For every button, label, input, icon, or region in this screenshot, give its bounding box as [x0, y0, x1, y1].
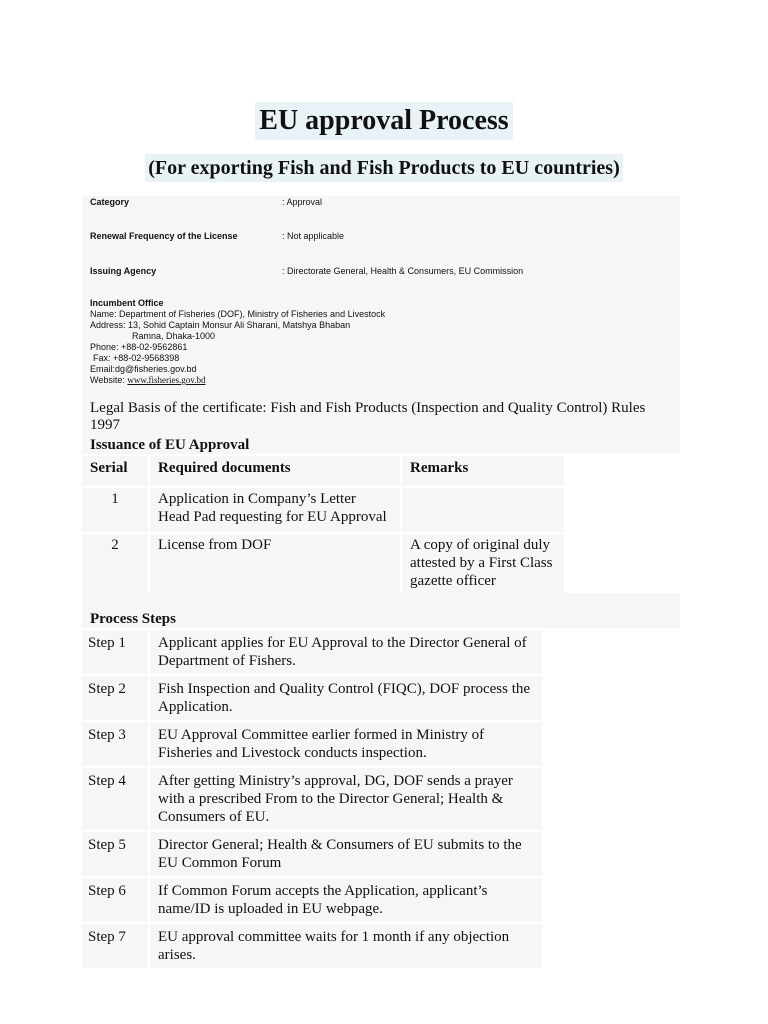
page-subtitle: (For exporting Fish and Fish Products to EU countries) — [145, 154, 623, 182]
step-row — [82, 876, 542, 922]
table-row — [82, 486, 564, 532]
serial-cell: 2 — [82, 532, 148, 596]
step-label: Step 3 — [82, 720, 148, 766]
office-heading: Incumbent Office — [90, 298, 164, 308]
serial-cell: 1 — [82, 486, 148, 532]
step-description: EU approval committee waits for 1 month if any objection arises. — [148, 922, 542, 968]
step-label: Step 1 — [82, 630, 148, 674]
step-row — [82, 630, 542, 674]
column-header-serial: Serial — [82, 456, 148, 486]
office-phone: Phone: +88-02-9562861 — [90, 342, 188, 352]
step-row — [82, 766, 542, 830]
step-label: Step 6 — [82, 876, 148, 922]
legal-basis: Legal Basis of the certificate: Fish and Fish Products (Inspection and Quality Control) Rules 1997 — [90, 400, 646, 433]
column-header-remarks: Remarks — [400, 456, 564, 486]
step-label: Step 7 — [82, 922, 148, 968]
renewal-value: : Not applicable — [282, 231, 345, 241]
remarks-cell: A copy of original duly attested by a First Class gazette officer — [400, 532, 564, 596]
office-name: Name: Department of Fisheries (DOF), Ministry of Fisheries and Livestock — [90, 309, 386, 319]
step-description: After getting Ministry’s approval, DG, DOF sends a prayer with a prescribed From to the Director General; Health & Consumers of EU. — [148, 766, 542, 830]
process-steps-header — [82, 593, 680, 628]
step-description: Fish Inspection and Quality Control (FIQC), DOF process the Application. — [148, 674, 542, 720]
column-header-documents: Required documents — [148, 456, 400, 486]
website-link[interactable]: www.fisheries.gov.bd — [127, 375, 206, 385]
category-label: Category — [90, 197, 130, 207]
step-row — [82, 720, 542, 766]
website-label: Website: — [90, 375, 125, 385]
step-description: Applicant applies for EU Approval to the Director General of Department of Fishers. — [148, 630, 542, 674]
table-row — [82, 532, 564, 596]
process-steps-heading: Process Steps — [90, 611, 176, 627]
office-address-line2: Ramna, Dhaka-1000 — [132, 331, 216, 341]
required-documents-table — [82, 456, 564, 596]
step-row — [82, 922, 542, 968]
remarks-cell — [400, 486, 564, 532]
office-fax: Fax: +88-02-9568398 — [93, 353, 180, 363]
step-label: Step 4 — [82, 766, 148, 830]
renewal-label: Renewal Frequency of the License — [90, 231, 238, 241]
document-cell — [148, 486, 400, 532]
step-label: Step 5 — [82, 830, 148, 876]
office-website-row — [90, 375, 385, 386]
agency-value: : Directorate General, Health & Consumers, EU Commission — [282, 266, 524, 276]
step-row — [82, 830, 542, 876]
step-label: Step 2 — [82, 674, 148, 720]
category-value: : Approval — [282, 197, 323, 207]
issuance-heading: Issuance of EU Approval — [90, 437, 250, 453]
step-description: Director General; Health & Consumers of EU submits to the EU Common Forum — [148, 830, 542, 876]
step-row — [82, 674, 542, 720]
incumbent-office — [90, 298, 385, 386]
document-cell: License from DOF — [148, 532, 400, 596]
document-line: Application in Company’s Letter — [158, 491, 356, 507]
page-title: EU approval Process — [255, 102, 512, 140]
agency-label: Issuing Agency — [90, 266, 157, 276]
step-description: If Common Forum accepts the Application, applicant’s name/ID is uploaded in EU webpage. — [148, 876, 542, 922]
office-address: Address: 13, Sohid Captain Monsur Ali Sharani, Matshya Bhaban — [90, 320, 351, 330]
table-header-row — [82, 456, 564, 486]
step-description: EU Approval Committee earlier formed in Ministry of Fisheries and Livestock conducts inspection. — [148, 720, 542, 766]
document-line: Head Pad requesting for EU Approval — [158, 509, 387, 525]
process-steps-table — [82, 630, 542, 968]
office-email: Email:dg@fisheries.gov.bd — [90, 364, 197, 374]
